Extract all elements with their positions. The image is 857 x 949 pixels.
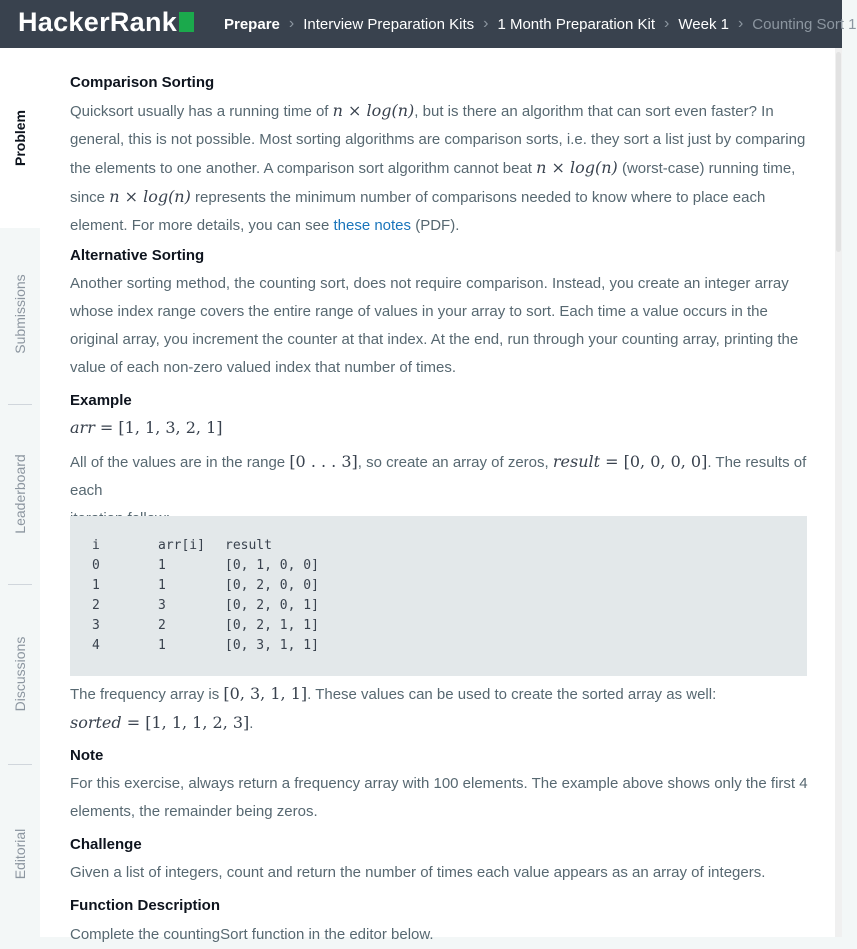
text-line: general, this is not possible. Most sorting algorithms are comparison sorts, i.e. they sort a list just by comparing bbox=[70, 131, 806, 148]
math-expression: [0 . . . 3] bbox=[289, 452, 358, 471]
table-header: arr[i] bbox=[158, 538, 205, 553]
logo-text: HackerRank bbox=[18, 7, 178, 37]
math-expression: [0, 3, 1, 1] bbox=[223, 684, 308, 703]
text-fragment: since bbox=[70, 189, 110, 206]
breadcrumb-interview-kits[interactable]: Interview Preparation Kits bbox=[303, 15, 475, 33]
math-variable: result bbox=[552, 452, 601, 471]
problem-side-tabs bbox=[0, 48, 40, 937]
text-fragment: the elements to one another. A comparison sort algorithm cannot beat bbox=[70, 160, 537, 177]
note-heading: Note bbox=[70, 747, 104, 764]
text-fragment: . The results of each bbox=[70, 454, 807, 499]
table-cell: 2 bbox=[92, 598, 100, 613]
table-header: i bbox=[92, 538, 100, 553]
table-cell: 3 bbox=[158, 598, 166, 613]
table-cell: 1 bbox=[158, 638, 166, 653]
text-fragment: , so create an array of zeros, bbox=[357, 454, 553, 471]
text-fragment: , but is there an algorithm that can sort even faster? In bbox=[414, 103, 774, 120]
text-line bbox=[70, 680, 810, 709]
text-line bbox=[70, 97, 810, 126]
top-navigation-bar bbox=[0, 0, 857, 48]
chevron-right-icon: › bbox=[483, 15, 489, 32]
text-line bbox=[70, 709, 810, 738]
text-fragment: . bbox=[249, 715, 254, 732]
table-cell: 2 bbox=[158, 618, 166, 633]
tab-problem-label: Problem bbox=[12, 109, 28, 167]
text-fragment: Quicksort usually has a running time of bbox=[70, 103, 333, 120]
text-fragment: (PDF). bbox=[411, 217, 460, 234]
tab-submissions[interactable] bbox=[0, 224, 40, 404]
table-cell: [0, 2, 0, 0] bbox=[225, 578, 319, 593]
tab-problem[interactable] bbox=[0, 48, 40, 228]
comparison-sorting-heading: Comparison Sorting bbox=[70, 74, 215, 91]
alternative-sorting-paragraph: Another sorting method, the counting sort, does not require comparison. Instead, you create an integer array whose index range covers the entire range of values in your array to sort. Each time a value occurs in the original array, you increment the counter at that index. At the end, run through your counting array, printing the value of each non-zero valued index that number of times. bbox=[70, 275, 799, 376]
breadcrumb-prepare[interactable]: Prepare bbox=[224, 15, 280, 33]
text-fragment: The frequency array is bbox=[70, 686, 224, 703]
breadcrumb-current-counting-sort: Counting Sort 1 bbox=[752, 15, 857, 33]
challenge-paragraph: Given a list of integers, count and return the number of times each value appears as an array of integers. bbox=[70, 864, 766, 881]
comparison-sorting-paragraph bbox=[70, 97, 810, 240]
table-cell: [0, 2, 0, 1] bbox=[225, 598, 319, 613]
breadcrumb bbox=[224, 0, 857, 48]
note-paragraph: For this exercise, always return a frequency array with 100 elements. The example above shows only the first 4 elements, the remainder being zeros. bbox=[70, 775, 808, 820]
table-cell: [0, 3, 1, 1] bbox=[225, 638, 319, 653]
math-variable: arr bbox=[70, 418, 95, 437]
problem-statement-panel bbox=[40, 48, 835, 943]
table-cell: [0, 2, 1, 1] bbox=[225, 618, 319, 633]
logo-block-icon bbox=[179, 12, 194, 32]
math-value: = [0, 0, 0, 0] bbox=[600, 452, 708, 471]
function-description-heading: Function Description bbox=[70, 897, 220, 914]
text-fragment: All of the values are in the range bbox=[70, 454, 290, 471]
breadcrumb-1-month-kit[interactable]: 1 Month Preparation Kit bbox=[497, 15, 656, 33]
math-expression: n × log(n) bbox=[536, 158, 618, 177]
iteration-table bbox=[92, 536, 319, 656]
function-description-paragraph: Complete the countingSort function in the editor below. bbox=[70, 926, 434, 943]
chevron-right-icon: › bbox=[288, 15, 295, 32]
tab-discussions[interactable] bbox=[0, 584, 40, 764]
text-fragment: (worst-case) running time, bbox=[617, 160, 796, 177]
tab-discussions-label: Discussions bbox=[12, 636, 28, 712]
text-line bbox=[70, 183, 810, 212]
table-header: result bbox=[225, 538, 272, 553]
alternative-sorting-heading: Alternative Sorting bbox=[70, 247, 205, 264]
frequency-paragraph bbox=[70, 680, 810, 738]
tab-submissions-label: Submissions bbox=[12, 274, 28, 354]
these-notes-link[interactable]: these notes bbox=[333, 217, 412, 234]
text-line bbox=[70, 154, 810, 183]
iteration-code-block bbox=[70, 516, 807, 676]
table-cell: 4 bbox=[92, 638, 100, 653]
table-cell: [0, 1, 0, 0] bbox=[225, 558, 319, 573]
math-value: = [1, 1, 3, 2, 1] bbox=[94, 418, 223, 437]
table-cell: 0 bbox=[92, 558, 100, 573]
tab-leaderboard[interactable] bbox=[0, 404, 40, 584]
table-cell: 1 bbox=[158, 558, 166, 573]
math-variable: sorted bbox=[70, 713, 122, 732]
chevron-right-icon: › bbox=[664, 15, 670, 32]
example-arr-formula bbox=[70, 414, 810, 443]
hackerrank-logo[interactable] bbox=[18, 7, 194, 38]
tab-editorial-label: Editorial bbox=[12, 828, 28, 880]
math-expression: n × log(n) bbox=[109, 187, 191, 206]
table-cell: 1 bbox=[92, 578, 100, 593]
text-line bbox=[70, 212, 810, 240]
chevron-right-icon: › bbox=[737, 15, 744, 32]
text-fragment: . These values can be used to create the sorted array as well: bbox=[307, 686, 717, 703]
challenge-heading: Challenge bbox=[70, 836, 142, 853]
scrollbar-thumb[interactable] bbox=[836, 52, 841, 252]
math-expression: n × log(n) bbox=[332, 101, 415, 120]
example-heading: Example bbox=[70, 392, 132, 409]
text-fragment: element. For more details, you can see bbox=[70, 217, 334, 234]
tab-editorial[interactable] bbox=[0, 764, 40, 944]
breadcrumb-week-1[interactable]: Week 1 bbox=[678, 15, 729, 33]
math-value: = [1, 1, 1, 2, 3] bbox=[121, 713, 250, 732]
text-line bbox=[70, 448, 810, 505]
table-cell: 3 bbox=[92, 618, 100, 633]
tab-leaderboard-label: Leaderboard bbox=[12, 454, 28, 534]
text-fragment: represents the minimum number of comparisons needed to know where to place each bbox=[190, 189, 766, 206]
table-cell: 1 bbox=[158, 578, 166, 593]
